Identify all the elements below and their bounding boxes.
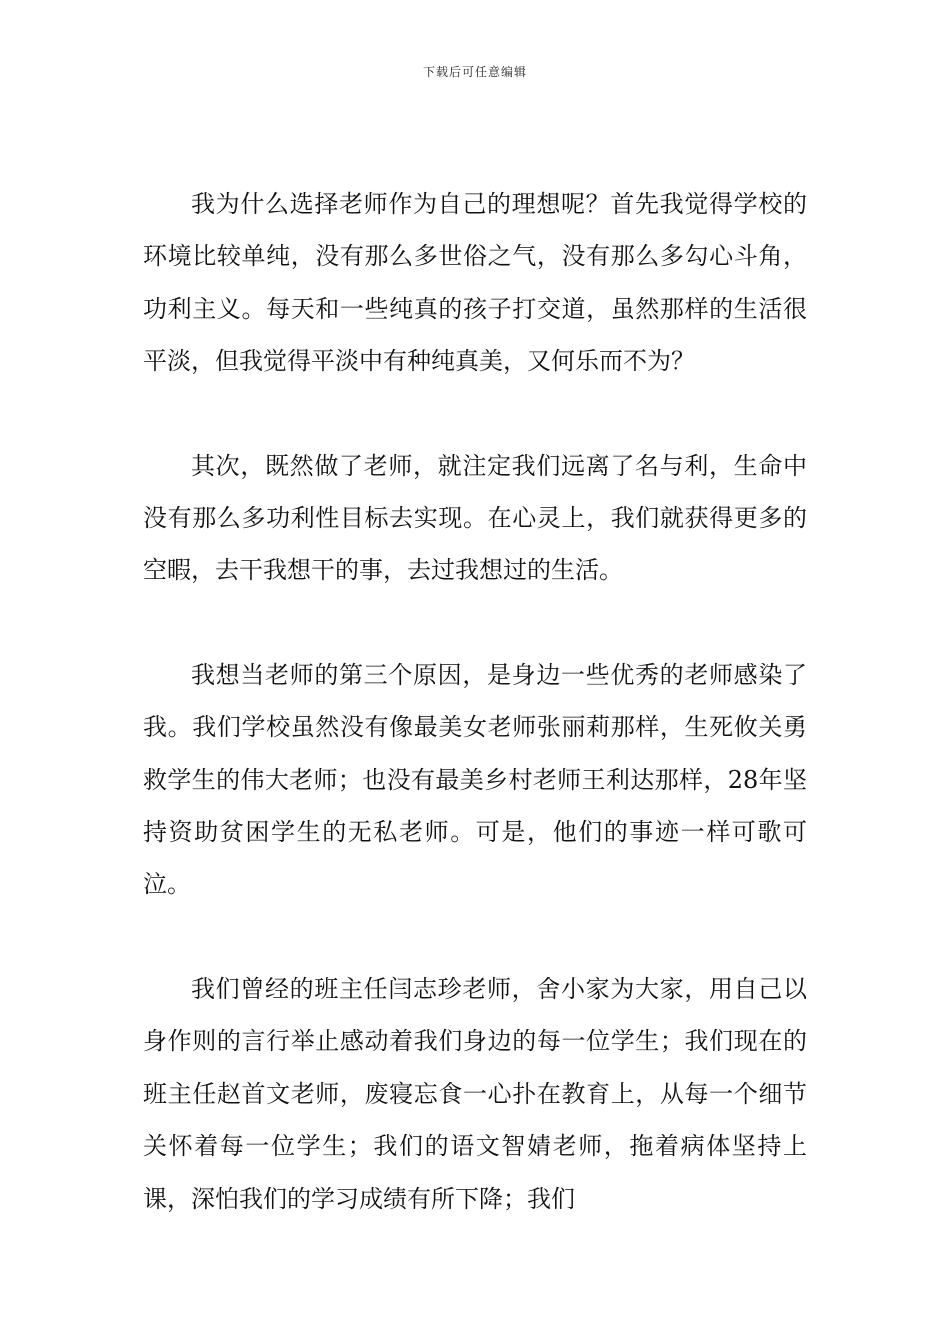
document-body (143, 178, 807, 1225)
paragraph-1: 我为什么选择老师作为自己的理想呢？首先我觉得学校的环境比较单纯，没有那么多世俗之气，没有那么多勾心斗角，功利主义。每天和一些纯真的孩子打交道，虽然那样的生活很平淡，但我觉得平淡中有种纯真美，又何乐而不为？ (143, 190, 807, 376)
paragraph-2: 其次，既然做了老师，就注定我们远离了名与利，生命中没有那么多功利性目标去实现。在心灵上，我们就获得更多的空暇，去干我想干的事，去过我想过的生活。 (143, 451, 807, 585)
page-header: 下载后可任意编辑 (422, 65, 527, 79)
paragraph-4: 我们曾经的班主任闫志珍老师，舍小家为大家，用自己以身作则的言行举止感动着我们身边的每一位学生；我们现在的班主任赵首文老师，废寝忘食一心扑在教育上，从每一个细节关怀着每一位学生；我们的语文智婧老师，拖着病体坚持上课，深怕我们的学习成绩有所下降；我们 (143, 974, 807, 1213)
paragraph-3: 我想当老师的第三个原因，是身边一些优秀的老师感染了我。我们学校虽然没有像最美女老师张丽莉那样，生死攸关勇救学生的伟大老师；也没有最美乡村老师王利达那样，28年坚持资助贫困学生的无私老师。可是，他们的事迹一样可歌可泣。 (143, 660, 807, 899)
